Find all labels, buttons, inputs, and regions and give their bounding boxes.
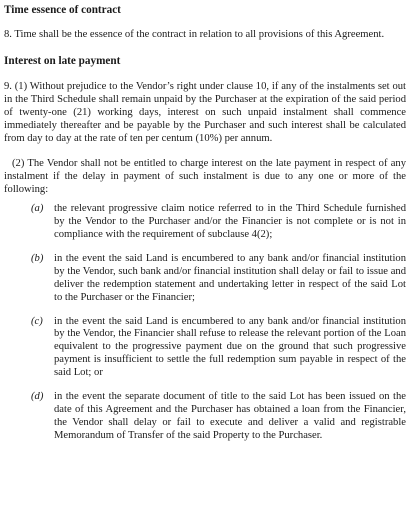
list-item-b: [4, 253, 406, 305]
item-text: in the event the separate document of title to the said Lot has been issued on the date of this Agreement and the Purchaser has obtained a loan from the Financier, the Vendor shall delay or fail to execute and deliver a valid and registrable Memorandum of Transfer of the said Property to the Purchaser.: [54, 391, 406, 441]
clause-9-2-list: [4, 203, 406, 443]
item-text: in the event the said Land is encumbered to any bank and/or financial institution by the Vendor, the Financier shall refuse to release the relevant portion of the Loan equivalent to the progressive payment due on the ground that such progressive payment is insufficient to settle the full redemption sum payable in respect of the said Lot; or: [54, 315, 406, 379]
item-text: in the event the said Land is encumbered to any bank and/or financial institution by the Vendor, such bank and/or financial institution shall delay or fail to issue and deliver the redemption statement and undertaking letter in respect of the said Lot to the Purchaser or the Financier;: [54, 252, 406, 303]
document-page: [4, 4, 406, 454]
item-marker: (d): [31, 391, 44, 403]
list-item-c: [4, 316, 406, 381]
clause-9-1: 9. (1) Without prejudice to the Vendor’s right under clause 10, if any of the instalments set out in the Third Schedule shall remain unpaid by the Purchaser at the expiration of the said period of twenty-one (21) working days, interest on such unpaid instalment shall commence immediately thereafter and be payable by the Purchaser and such interest shall be calculated from day to day at the rate of ten per centum (10%) per annum.: [4, 80, 406, 144]
item-marker: (a): [31, 203, 44, 215]
clause-9-2: (2) The Vendor shall not be entitled to charge interest on the late payment in respect of any instalment if the delay in payment of such instalment is due to any one or more of the following:: [4, 158, 406, 196]
list-item-d: [4, 391, 406, 443]
item-marker: (c): [31, 315, 43, 327]
clause-8: 8. Time shall be the essence of the contract in relation to all provisions of this Agreement.: [4, 29, 385, 40]
item-text: the relevant progressive claim notice referred to in the Third Schedule furnished by the Vendor to the Purchaser and/or the Financier is not complete or is not in compliance with the requirement of subclause 4(2);: [54, 203, 406, 240]
heading-interest-late-payment: Interest on late payment: [4, 54, 121, 67]
item-marker: (b): [31, 252, 44, 264]
list-item-a: [4, 203, 406, 242]
heading-time-essence: Time essence of contract: [4, 4, 121, 16]
